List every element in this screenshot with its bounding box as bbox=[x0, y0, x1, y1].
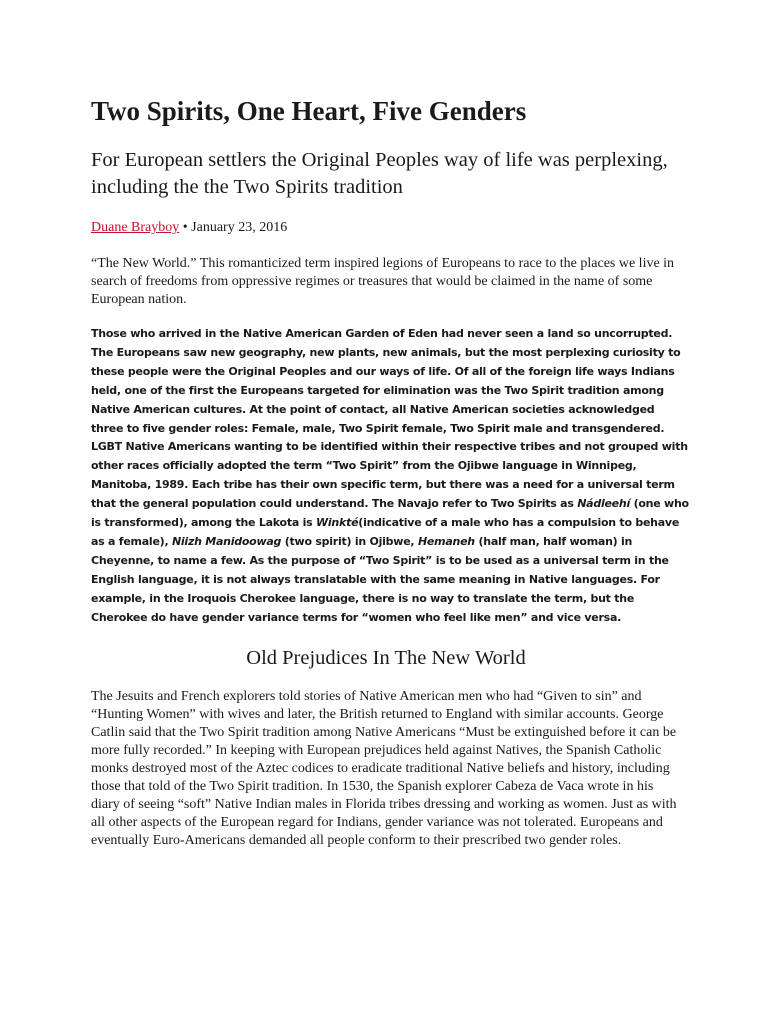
paragraph-text: Those who arrived in the Native American Garden of Eden had never seen a land so uncorrupted. The Europeans saw new geography, new plants, new animals, but the most perplexing curiosity to these people were the Original Peoples and our ways of life. Of all of the foreign life ways Indians held, one of the first the Europeans targeted for elimination was the Two Spirit tradition among Native American cultures. At the point of contact, all Native American societies acknowledged three to five gender roles: Female, male, Two Spirit female, Two Spirit male and transgendered. LGBT Native Americans wanting to be identified within their respective tribes and not grouped with other races officially adopted the term “Two Spirit” from the Ojibwe language in Winnipeg, Manitoba, 1989. Each tribe has their own specific term, but there was a need for a universal term that the general population could understand. The Navajo refer to Two Spirits as bbox=[91, 327, 688, 511]
intro-paragraph: “The New World.” This romanticized term inspired legions of Europeans to race to the places we live in search of freedoms from oppressive regimes or treasures that would be claimed in the name of some European nation. bbox=[91, 256, 675, 307]
paragraph-text: (two spirit) in Ojibwe, bbox=[281, 534, 418, 548]
publish-date: January 23, 2016 bbox=[191, 220, 288, 235]
term-cheyenne: Hemaneh bbox=[417, 534, 475, 548]
article-title: Two Spirits, One Heart, Five Genders bbox=[91, 96, 527, 126]
article-subtitle: For European settlers the Original Peoples way of life was perplexing, including the the Two Spirits tradition bbox=[91, 149, 668, 198]
author-link[interactable]: Duane Brayboy bbox=[91, 220, 180, 235]
term-ojibwe: Niizh Manidoowag bbox=[171, 534, 282, 548]
paragraph-text: (half man, half woman) in Cheyenne, to name a few. As the purpose of “Two Spirit” is to be used as a universal term in the English language, it is not always translatable with the same meaning in Native languages. For example, in the Iroquois Cherokee language, there is no way to translate the term, but the Cherokee do have gender variance terms for “women who feel like men” and vice versa. bbox=[91, 534, 669, 624]
term-lakota: Winkté bbox=[316, 516, 359, 530]
section-heading: Old Prejudices In The New World bbox=[246, 647, 526, 669]
term-navajo: Nádleehí bbox=[577, 497, 630, 511]
section-paragraph: The Jesuits and French explorers told stories of Native American men who had “Given to sin” and “Hunting Women” with wives and later, the British returned to England with similar accounts. George Catlin said that the Two Spirit tradition among Native Americans “Must be extinguished before it can be more fully recorded.” In keeping with European prejudices held against Natives, the Spanish Catholic monks destroyed most of the Aztec codices to eradicate traditional Native beliefs and history, including those that told of the Two Spirit tradition. In 1530, the Spanish explorer Cabeza de Vaca wrote in his diary of seeing “soft” Native Indian males in Florida tribes dressing and working as women. Just as with all other aspects of the European regard for Indians, gender variance was not tolerated. Europeans and eventually Euro-Americans demanded all people conform to their prescribed two gender roles. bbox=[91, 689, 677, 848]
paragraph-text: (indicative of a male who has a compulsion to behave as a female), bbox=[91, 516, 680, 548]
body-paragraph-bold bbox=[91, 325, 689, 628]
paragraph-text: (one who is transformed), among the Lakota is bbox=[91, 497, 689, 530]
byline bbox=[91, 219, 731, 237]
byline-separator: • bbox=[179, 220, 192, 235]
